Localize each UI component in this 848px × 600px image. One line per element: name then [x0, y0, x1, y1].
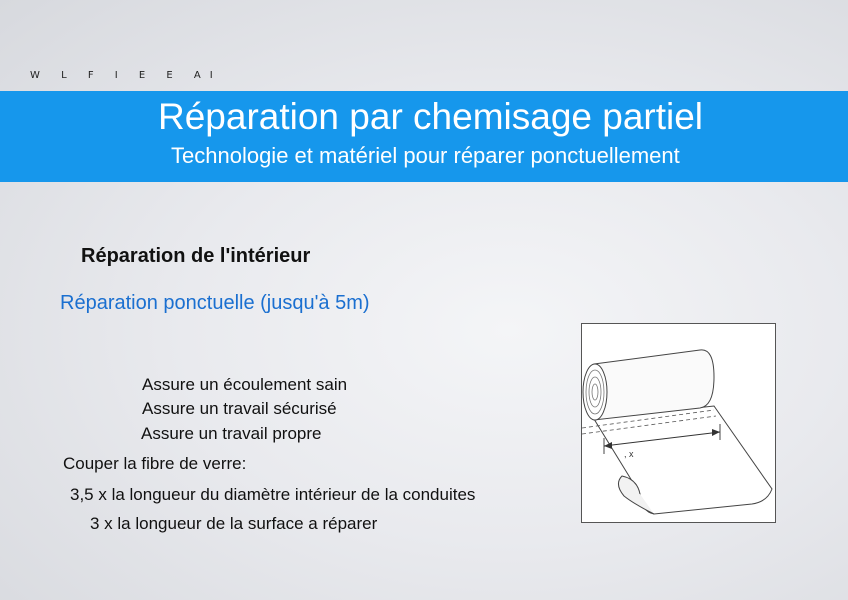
brand-logo-text: W L F I E E AI	[30, 70, 222, 81]
benefit-item: Assure un travail sécurisé	[142, 399, 337, 418]
benefit-item: Assure un écoulement sain	[142, 375, 348, 394]
section-heading: Réparation de l'intérieur	[81, 245, 311, 267]
fiberglass-roll-figure	[581, 323, 776, 523]
slide-subtitle: Technologie et matériel pour réparer ponctuellement	[171, 143, 680, 168]
slide-title: Réparation par chemisage partiel	[158, 96, 704, 137]
fiberglass-roll-icon	[582, 324, 775, 522]
section-subheading: Réparation ponctuelle (jusqu'à 5m)	[60, 292, 370, 314]
dimension-label: , x	[624, 449, 634, 459]
cut-rule-item: 3,5 x la longueur du diamètre intérieur de la conduites	[70, 485, 476, 504]
benefit-item: Assure un travail propre	[141, 424, 322, 443]
cut-rule-item: 3 x la longueur de la surface a réparer	[90, 514, 378, 533]
cut-heading: Couper la fibre de verre:	[63, 454, 247, 473]
